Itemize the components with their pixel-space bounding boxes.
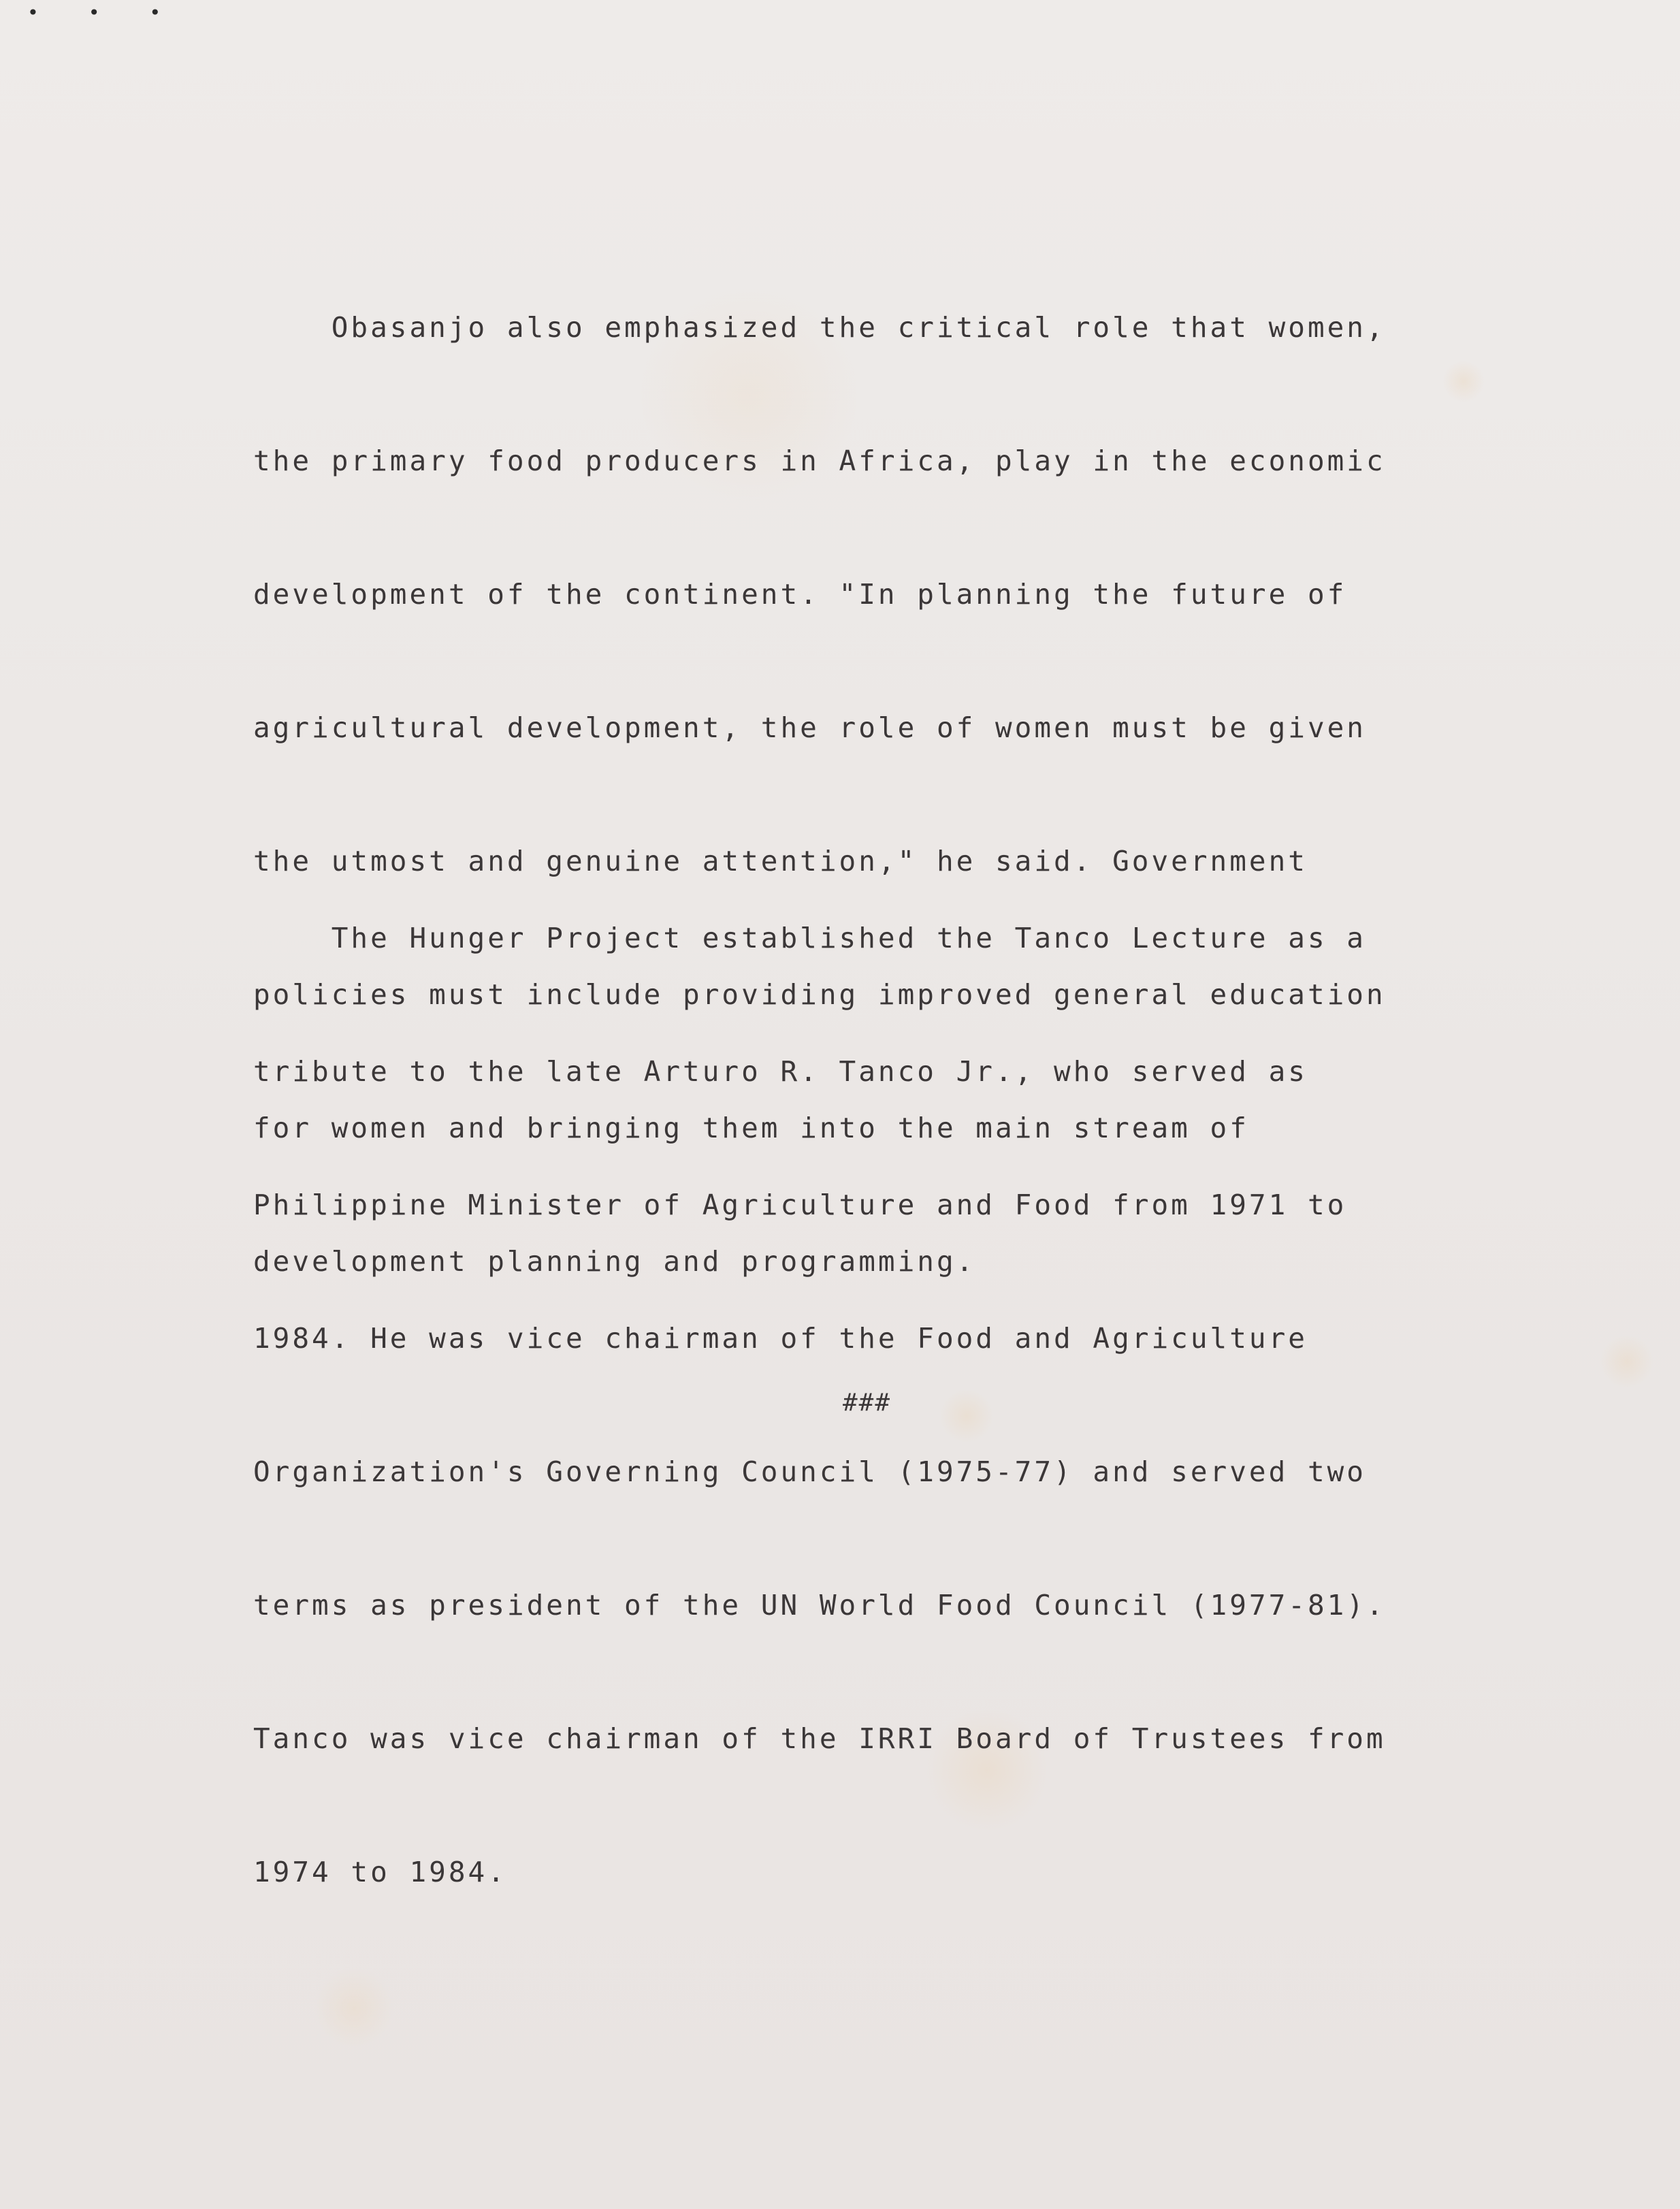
text-line: 1974 to 1984. [253,1856,507,1888]
end-of-document-mark: ### [843,1389,892,1417]
text-line: agricultural development, the role of women must be given [253,711,1366,744]
text-line: the primary food producers in Africa, play in the economic [253,445,1386,477]
text-line: terms as president of the UN World Food Council (1977-81). [253,1589,1386,1622]
punch-marks: • • • [27,1,180,24]
text-line: tribute to the late Arturo R. Tanco Jr., who served as [253,1055,1308,1088]
text-line: Tanco was vice chairman of the IRRI Board of Trustees from [253,1722,1386,1755]
text-line: Philippine Minister of Agriculture and Food from 1971 to [253,1189,1347,1221]
text-line: Organization's Governing Council (1975-77) and served two [253,1455,1366,1488]
text-line: development of the continent. "In planning the future of [253,578,1347,611]
text-line: The Hunger Project established the Tanco Lecture as a [253,922,1366,954]
text-line: 1984. He was vice chairman of the Food and Agriculture [253,1322,1308,1355]
text-line: Obasanjo also emphasized the critical role that women, [253,311,1386,344]
text-line: for women and bringing them into the main stream of [253,1112,1249,1144]
text-line: the utmost and genuine attention," he said. Government [253,845,1308,877]
text-line: policies must include providing improved general education [253,978,1386,1011]
text-line: development planning and programming. [253,1245,976,1278]
